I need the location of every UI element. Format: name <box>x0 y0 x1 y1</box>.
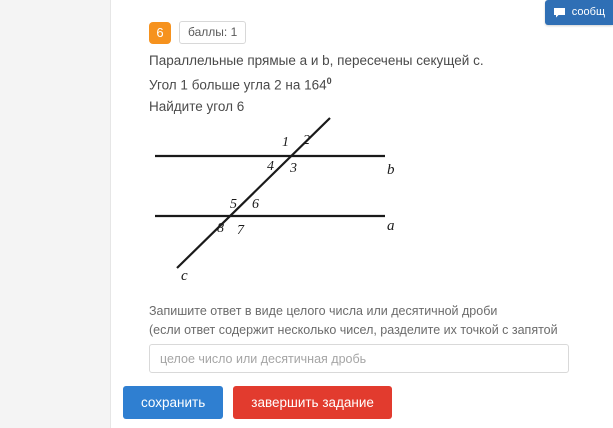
statement-line-1-text: Параллельные прямые a и b, пересечены секущей c. <box>149 53 484 68</box>
svg-text:a: a <box>387 218 395 234</box>
answer-input[interactable] <box>149 344 569 373</box>
statement-line-3-text: Найдите угол 6 <box>149 98 245 114</box>
svg-text:4: 4 <box>267 159 274 174</box>
left-gutter <box>0 0 111 428</box>
svg-text:7: 7 <box>237 223 244 238</box>
answer-instruction-line-1: Запишите ответ в виде целого числа или десятичной дроби <box>149 304 498 318</box>
answer-instruction-line-2: (если ответ содержит несколько чисел, разделите их точкой с запятой <box>149 323 558 337</box>
question-number-badge: 6 <box>149 22 171 44</box>
question-content <box>111 0 613 428</box>
question-statement <box>149 50 579 117</box>
svg-text:3: 3 <box>290 161 297 176</box>
feedback-button[interactable] <box>545 0 613 25</box>
save-button[interactable]: сохранить <box>123 386 223 419</box>
question-header <box>149 21 246 44</box>
degree-superscript: 0 <box>326 76 332 86</box>
finish-task-button[interactable]: завершить задание <box>233 386 392 419</box>
statement-line-2 <box>149 71 579 96</box>
statement-line-1 <box>149 50 579 71</box>
geometry-figure <box>135 108 555 288</box>
statement-line-2-text: Угол 1 больше угла 2 на 164 <box>149 77 327 93</box>
speech-bubble-icon <box>553 7 566 18</box>
svg-text:1: 1 <box>282 135 289 150</box>
action-buttons <box>123 386 392 419</box>
feedback-button-label: сообщ <box>571 6 605 18</box>
svg-text:8: 8 <box>217 221 224 236</box>
question-points-badge: баллы: 1 <box>179 21 246 44</box>
svg-text:2: 2 <box>303 133 310 148</box>
svg-text:6: 6 <box>252 197 259 212</box>
svg-text:5: 5 <box>230 197 237 212</box>
svg-text:c: c <box>181 268 188 284</box>
answer-instructions <box>149 302 599 340</box>
svg-text:b: b <box>387 162 395 178</box>
